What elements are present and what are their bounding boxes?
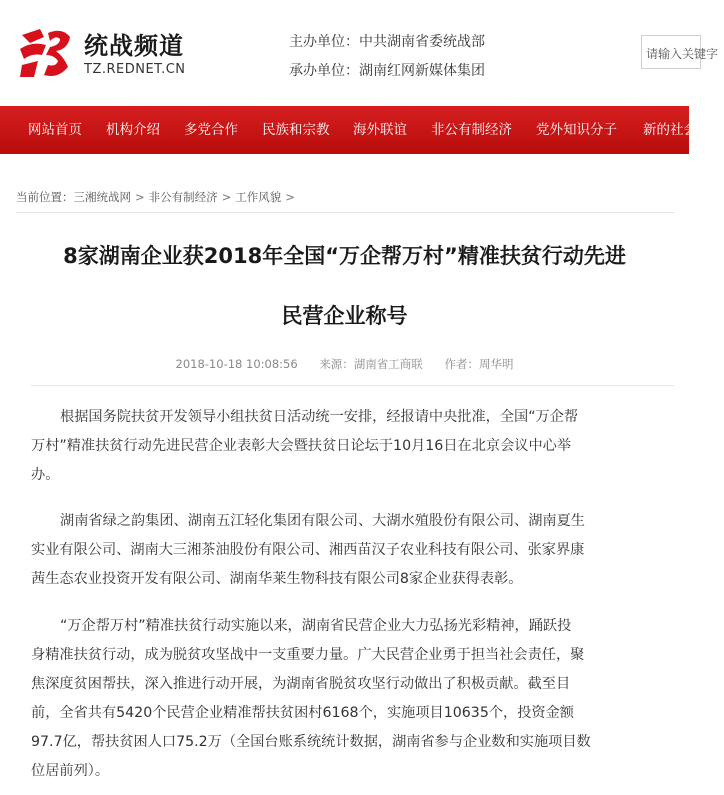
breadcrumb-separator: > [221, 190, 232, 204]
article-paragraph [31, 403, 671, 490]
rednet-logo-icon[interactable] [18, 27, 74, 79]
paragraph-line: 根据国务院扶贫开发领导小组扶贫日活动统一安排，经报请中央批准，全国“万企帮 [60, 409, 579, 425]
breadcrumb [16, 189, 299, 205]
paragraph-line: 位居前列）。 [31, 763, 110, 779]
nav-item-ethnic-religion[interactable]: 民族和宗教 [262, 122, 330, 138]
paragraph-line: 万村”精准扶贫行动先进民营企业表彰大会暨扶贫日论坛于10月16日在北京会议中心举 [31, 438, 572, 454]
breadcrumb-link[interactable]: 工作风貌 [235, 190, 282, 204]
site-title[interactable]: 统战频道 [84, 32, 184, 60]
meta-divider [31, 385, 674, 386]
nav-item-intellectuals[interactable]: 党外知识分子 [536, 122, 617, 138]
article-source: 来源：湖南省工商联 [319, 357, 423, 371]
breadcrumb-link[interactable]: 三湘统战网 [73, 190, 131, 204]
main-nav [0, 106, 724, 154]
article-paragraph [31, 507, 671, 594]
paragraph-line: 身精准扶贫行动，成为脱贫攻坚战中一支重要力量。广大民营企业勇于担当社会责任，聚 [31, 647, 585, 663]
article-paragraph [31, 612, 671, 786]
nav-item-home[interactable]: 网站首页 [28, 122, 82, 138]
search-input[interactable]: 请输入关键字 [641, 35, 701, 69]
nav-item-overseas[interactable]: 海外联谊 [353, 122, 407, 138]
article-meta [0, 356, 689, 372]
breadcrumb-prefix: 当前位置： [16, 190, 74, 204]
nav-item-new-social-class[interactable]: 新的社会阶层 [643, 122, 724, 138]
article-author: 作者：周华明 [444, 357, 514, 371]
paragraph-line: 湖南省绿之韵集团、湖南五江轻化集团有限公司、大湖水殖股份有限公司、湖南夏生 [60, 513, 585, 529]
breadcrumb-divider [16, 212, 674, 213]
nav-item-non-public-economy[interactable]: 非公有制经济 [431, 122, 512, 138]
sponsor-host: 主办单位：中共湖南省委统战部 [289, 34, 485, 50]
paragraph-line: 茜生态农业投资开发有限公司、湖南华莱生物科技有限公司8家企业获得表彰。 [31, 571, 523, 587]
paragraph-line: 实业有限公司、湖南大三湘茶油股份有限公司、湘西苗汉子农业科技有限公司、张家界康 [31, 542, 585, 558]
article-title-line-1: 8家湖南企业获2018年全国“万企帮万村”精准扶贫行动先进 [63, 244, 626, 268]
breadcrumb-separator: > [135, 190, 145, 204]
breadcrumb-separator: > [285, 190, 295, 204]
article-title-line-2: 民营企业称号 [281, 304, 408, 328]
article-datetime: 2018-10-18 10:08:56 [175, 357, 298, 371]
site-url[interactable]: TZ.REDNET.CN [84, 62, 186, 77]
site-header [0, 0, 719, 106]
nav-item-multiparty[interactable]: 多党合作 [184, 122, 238, 138]
paragraph-line: 97.7亿，帮扶贫困人口75.2万（全国台账系统统计数据，湖南省参与企业数和实施项目数 [31, 734, 591, 750]
sponsor-organizer: 承办单位：湖南红网新媒体集团 [289, 63, 485, 79]
paragraph-line: 焦深度贫困帮扶，深入推进行动开展，为湖南省脱贫攻坚行动做出了积极贡献。截至目 [31, 676, 571, 692]
paragraph-line: 办。 [31, 467, 60, 483]
paragraph-line: “万企帮万村”精准扶贫行动实施以来，湖南省民营企业大力弘扬光彩精神，踊跃投 [60, 618, 572, 634]
paragraph-line: 前，全省共有5420个民营企业精准帮扶贫困村6168个，实施项目10635个，投资金额 [31, 705, 574, 721]
nav-item-organization[interactable]: 机构介绍 [106, 122, 160, 138]
breadcrumb-link[interactable]: 非公有制经济 [148, 190, 218, 204]
